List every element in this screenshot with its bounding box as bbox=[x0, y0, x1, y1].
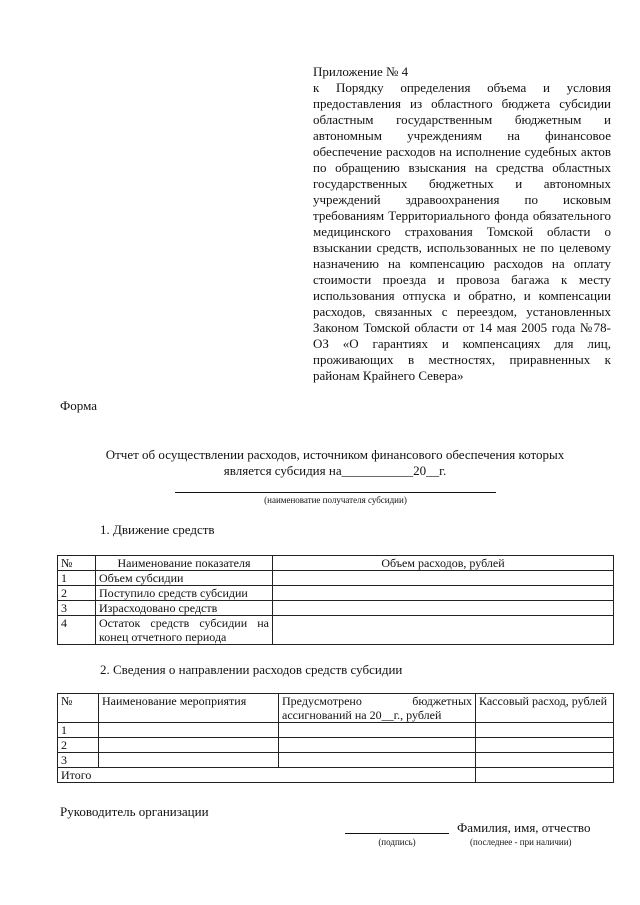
row-name: Объем субсидии bbox=[96, 571, 273, 586]
column-header: № bbox=[58, 694, 99, 723]
recipient-underline bbox=[175, 492, 496, 493]
appendix-title: Приложение № 4 bbox=[313, 64, 409, 79]
row-cell bbox=[99, 753, 279, 768]
row-number: 2 bbox=[58, 586, 96, 601]
table-row bbox=[58, 601, 614, 616]
row-value bbox=[273, 601, 614, 616]
row-cell bbox=[476, 723, 614, 738]
appendix-body: к Порядку определения объема и условия предоставления из областного бюджета субсидии областным государственным бюджетным и автономным учреждениям на финансовое обеспечение расходов на исполнение судебных актов по обращению взыскания на средства областных государственных бюджетных и автономных учреждений здравоохранения по исковым требованиям Территориального фонда обязательного медицинского страхования Томской области о взыскании средств, использованных не по целевому назначению на компенсацию расходов на оплату стоимости проезда и провоза багажа к месту использования отпуска и обратно, и компенсации расходов, связанных с переездом, установленных Законом Томской области от 14 мая 2005 года №78-ОЗ «О гарантиях и компенсациях для лиц, проживающих в местностях, приравненных к районам Крайнего Севера» bbox=[313, 80, 611, 383]
signature-caption: (подпись) bbox=[378, 837, 416, 847]
row-number: 1 bbox=[58, 571, 96, 586]
row-cell bbox=[279, 753, 476, 768]
row-number: 3 bbox=[58, 601, 96, 616]
table-header-row bbox=[58, 694, 614, 723]
head-of-organization-label: Руководитель организации bbox=[60, 804, 209, 819]
recipient-caption: (наименоватие получателя субсидии) bbox=[264, 495, 407, 505]
table-row bbox=[58, 616, 614, 645]
table-row bbox=[58, 753, 614, 768]
row-name: Остаток средств субсидии на конец отчетного периода bbox=[96, 616, 273, 645]
report-title bbox=[60, 447, 610, 479]
table-row bbox=[58, 586, 614, 601]
row-number: 1 bbox=[58, 723, 99, 738]
column-header: Предусмотрено бюджетных ассигнований на 20__г., рублей bbox=[279, 694, 476, 723]
total-label: Итого bbox=[58, 768, 476, 783]
full-name-caption: (последнее - при наличии) bbox=[470, 837, 572, 847]
column-header: № bbox=[58, 556, 96, 571]
row-number: 3 bbox=[58, 753, 99, 768]
table-total-row bbox=[58, 768, 614, 783]
row-cell bbox=[99, 723, 279, 738]
table-row bbox=[58, 571, 614, 586]
total-value bbox=[476, 768, 614, 783]
signature-underline bbox=[345, 833, 449, 834]
row-name: Израсходовано средств bbox=[96, 601, 273, 616]
row-number: 2 bbox=[58, 738, 99, 753]
table-row bbox=[58, 738, 614, 753]
expense-directions-table bbox=[57, 693, 614, 783]
table-header-row bbox=[58, 556, 614, 571]
column-header: Наименование показателя bbox=[96, 556, 273, 571]
appendix-block bbox=[313, 64, 611, 384]
full-name-label: Фамилия, имя, отчество bbox=[457, 820, 591, 835]
row-cell bbox=[476, 753, 614, 768]
section2-title: 2. Сведения о направлении расходов средств субсидии bbox=[100, 662, 403, 677]
row-name: Поступило средств субсидии bbox=[96, 586, 273, 601]
section1-title: 1. Движение средств bbox=[100, 522, 215, 537]
column-header: Объем расходов, рублей bbox=[273, 556, 614, 571]
row-value bbox=[273, 586, 614, 601]
row-value bbox=[273, 616, 614, 645]
row-cell bbox=[476, 738, 614, 753]
table-row bbox=[58, 723, 614, 738]
column-header: Наименование мероприятия bbox=[99, 694, 279, 723]
report-title-line1: Отчет об осуществлении расходов, источником финансового обеспечения которых bbox=[105, 447, 565, 462]
row-value bbox=[273, 571, 614, 586]
funds-movement-table bbox=[57, 555, 614, 645]
column-header: Кассовый расход, рублей bbox=[476, 694, 614, 723]
form-label: Форма bbox=[60, 398, 97, 413]
row-cell bbox=[279, 723, 476, 738]
row-number: 4 bbox=[58, 616, 96, 645]
row-cell bbox=[279, 738, 476, 753]
report-title-line2: является субсидия на___________20__г. bbox=[223, 463, 447, 478]
row-cell bbox=[99, 738, 279, 753]
